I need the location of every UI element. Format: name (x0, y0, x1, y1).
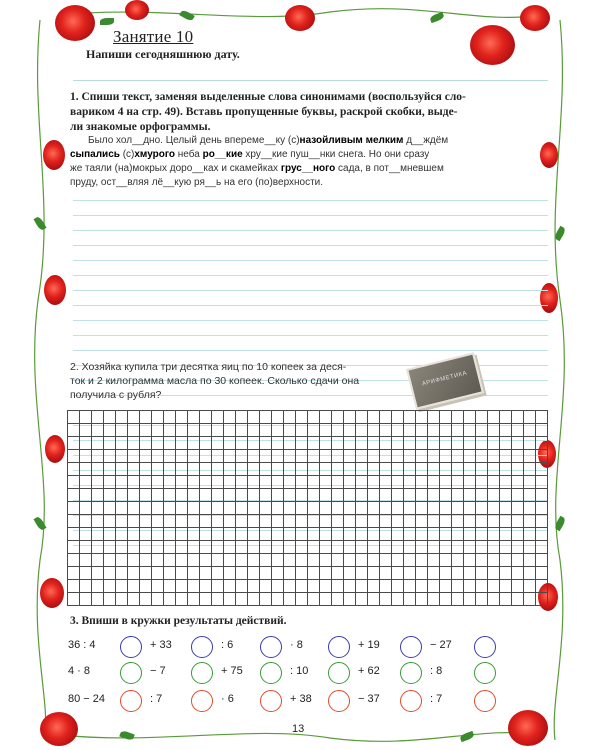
rose-decoration (520, 5, 550, 31)
expression: 4 · 8 (68, 665, 91, 677)
task1-text (70, 134, 548, 190)
rose-decoration (508, 710, 548, 746)
text-run: сада, в пот__мневшем (335, 163, 444, 174)
expression: 80 − 24 (68, 693, 106, 705)
answer-circle[interactable] (474, 636, 496, 658)
answer-circle[interactable] (474, 690, 496, 712)
expression: + 75 (221, 665, 243, 677)
answer-circle[interactable] (328, 690, 350, 712)
text-run: (с) (119, 149, 135, 160)
answer-circle[interactable] (120, 662, 142, 684)
task1-text-line (70, 134, 548, 148)
highlighted-word: назойливым мелким (299, 135, 404, 146)
expression: · 8 (290, 639, 303, 651)
leaf-decoration (100, 18, 114, 25)
answer-circle[interactable] (191, 636, 213, 658)
rose-decoration (125, 0, 149, 20)
answer-circle[interactable] (400, 662, 422, 684)
highlighted-word: сыпались (70, 149, 120, 160)
text-run: неба (175, 149, 203, 160)
task1-heading-line: вариком 4 на стр. 49). Вставь пропущенные буквы, раскрой скобки, выде- (70, 106, 458, 118)
task2-problem (70, 360, 430, 402)
highlighted-word: хмурого (134, 149, 175, 160)
answer-circle[interactable] (191, 690, 213, 712)
answer-circle[interactable] (191, 662, 213, 684)
text-run: Было хол__дно. Целый день впереме__ку (с) (88, 135, 300, 146)
expression: · 6 (221, 693, 234, 705)
expression: − 7 (150, 665, 166, 677)
answer-circle[interactable] (120, 690, 142, 712)
answer-circle[interactable] (120, 636, 142, 658)
page-number: 13 (292, 723, 305, 735)
expression: − 27 (430, 639, 452, 651)
task2-grid-area[interactable] (67, 410, 548, 606)
answer-circle[interactable] (328, 662, 350, 684)
expression: : 10 (290, 665, 309, 677)
text-run: же таяли (на)мокрых доро__ках и скамейках (70, 163, 281, 174)
date-instruction: Напиши сегодняшнюю дату. (86, 47, 240, 61)
rose-decoration (55, 5, 95, 41)
text-run: хру__кие пуш__нки снега. Но они сразу (242, 149, 430, 160)
task1-heading-line: 1. Спиши текст, заменяя выделенные слова синонимами (воспользуйся сло- (70, 91, 466, 103)
text-run: д__ждём (403, 135, 449, 146)
task2-line: получила с рубля? (70, 389, 162, 401)
answer-circle[interactable] (260, 662, 282, 684)
task1-text-line (70, 148, 548, 162)
rose-decoration (43, 140, 65, 170)
highlighted-word: ро__кие (202, 149, 243, 160)
answer-circle[interactable] (328, 636, 350, 658)
answer-circle[interactable] (260, 690, 282, 712)
rose-decoration (40, 712, 78, 746)
expression: : 8 (430, 665, 443, 677)
task1-heading (70, 90, 550, 135)
date-writing-line[interactable] (73, 80, 548, 81)
task1-heading-line: ли знакомые орфограммы. (70, 121, 211, 133)
rose-decoration (44, 275, 66, 305)
rose-decoration (470, 25, 515, 65)
book-label: АРИФМЕТИКА (421, 370, 468, 388)
expression: + 33 (150, 639, 172, 651)
expression: : 7 (430, 693, 443, 705)
rose-decoration (45, 435, 65, 463)
task3-heading: 3. Впиши в кружки результаты действий. (70, 615, 287, 627)
highlighted-word: грус__ного (280, 163, 336, 174)
answer-circle[interactable] (400, 690, 422, 712)
expression: 36 : 4 (68, 639, 96, 651)
expression: + 62 (358, 665, 380, 677)
task1-text-line: пруду, ост__вляя лё__кую ря__ь на его (по)верхности. (70, 177, 324, 188)
expression: : 7 (150, 693, 163, 705)
rose-decoration (285, 5, 315, 31)
lesson-title: Занятие 10 (113, 27, 194, 46)
answer-circle[interactable] (474, 662, 496, 684)
expression: + 19 (358, 639, 380, 651)
answer-circle[interactable] (400, 636, 422, 658)
expression: + 38 (290, 693, 312, 705)
answer-circle[interactable] (260, 636, 282, 658)
expression: − 37 (358, 693, 380, 705)
task2-line: 2. Хозяйка купила три десятка яиц по 10 копеек за деся- (70, 361, 347, 373)
task1-text-line (70, 162, 548, 176)
expression: : 6 (221, 639, 234, 651)
rose-decoration (40, 578, 64, 608)
task2-line: ток и 2 килограмма масла по 30 копеек. Сколько сдачи она (70, 375, 360, 387)
